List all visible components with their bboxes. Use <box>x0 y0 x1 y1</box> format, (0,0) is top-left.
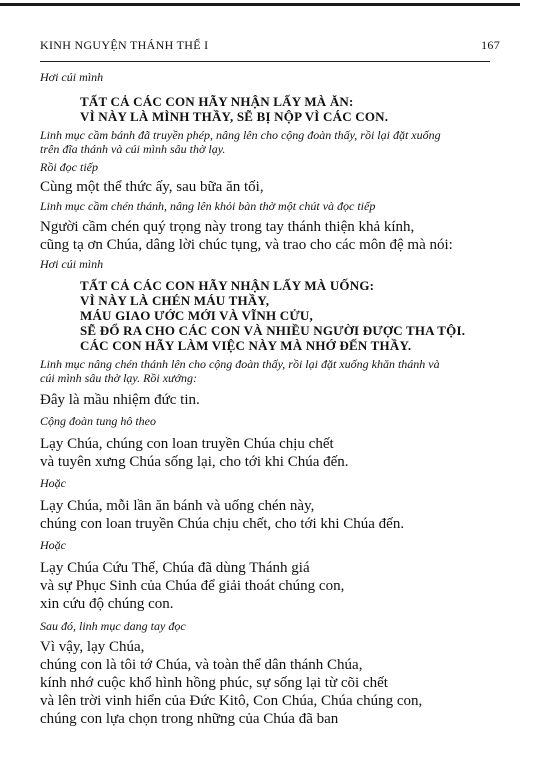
rubric-instruction <box>40 70 500 84</box>
text-line: VÌ NÀY LÀ CHÉN MÁU THẦY, <box>80 293 270 308</box>
words-of-institution <box>40 94 500 124</box>
rubric-instruction <box>40 619 500 633</box>
text-line: MÁU GIAO ƯỚC MỚI VÀ VĨNH CỬU, <box>80 308 313 323</box>
text-line: Linh mục nâng chén thánh lên cho cộng đoàn thấy, rồi lại đặt xuống khăn thánh và <box>40 357 440 371</box>
rubric-instruction <box>40 414 500 428</box>
text-line: chúng con là tôi tớ Chúa, và toàn thể dân thánh Chúa, <box>40 657 363 673</box>
text-line: Lạy Chúa, mỗi lần ăn bánh và uống chén này, <box>40 498 315 514</box>
page-number: 167 <box>481 38 500 52</box>
rubric-instruction <box>40 538 500 552</box>
text-line: Rồi đọc tiếp <box>40 160 98 174</box>
rubric-instruction <box>40 160 500 174</box>
book-page <box>40 38 500 728</box>
rubric-instruction <box>40 128 500 156</box>
text-line: Vì vậy, lạy Chúa, <box>40 639 145 655</box>
text-line: chúng con lựa chọn trong những của Chúa đã ban <box>40 711 339 727</box>
prayer-paragraph <box>40 178 500 196</box>
text-line: Hoặc <box>40 476 66 490</box>
prayer-paragraph <box>40 559 500 613</box>
text-line: TẤT CẢ CÁC CON HÃY NHẬN LẤY MÀ UỐNG: <box>80 278 375 293</box>
text-line: VÌ NÀY LÀ MÌNH THẦY, SẼ BỊ NỘP VÌ CÁC CON. <box>80 109 389 124</box>
text-line: CÁC CON HÃY LÀM VIỆC NÀY MÀ NHỚ ĐẾN THẦY. <box>80 338 412 353</box>
words-of-institution <box>40 278 500 353</box>
text-line: và lên trời vinh hiển của Đức Kitô, Con Chúa, Chúa chúng con, <box>40 693 423 709</box>
text-line: và tuyên xưng Chúa sống lại, cho tới khi Chúa đến. <box>40 454 349 470</box>
text-line: trên đĩa thánh và cúi mình sâu thờ lạy. <box>40 142 226 156</box>
text-line: Cộng đoàn tung hô theo <box>40 414 156 428</box>
prayer-paragraph <box>40 638 500 728</box>
text-line: Đây là mầu nhiệm đức tin. <box>40 392 200 408</box>
prayer-paragraph <box>40 435 500 471</box>
page-body <box>40 70 500 728</box>
text-line: xin cứu độ chúng con. <box>40 596 174 612</box>
header-rule <box>40 61 490 62</box>
text-line: Hơi cúi mình <box>40 70 104 84</box>
text-line: TẤT CẢ CÁC CON HÃY NHẬN LẤY MÀ ĂN: <box>80 94 354 109</box>
text-line: Người cầm chén quý trọng này trong tay thánh thiện khả kính, <box>40 219 415 235</box>
text-line: cũng tạ ơn Chúa, dâng lời chúc tụng, và trao cho các môn đệ mà nói: <box>40 237 453 253</box>
text-line: và sự Phục Sinh của Chúa để giải thoát chúng con, <box>40 578 345 594</box>
running-header-title: KINH NGUYỆN THÁNH THỂ I <box>40 38 209 52</box>
prayer-paragraph <box>40 497 500 533</box>
text-line: chúng con loan truyền Chúa chịu chết, cho tới khi Chúa đến. <box>40 516 405 532</box>
prayer-paragraph <box>40 218 500 254</box>
text-line: Linh mục cầm chén thánh, nâng lên khỏi bàn thờ một chút và đọc tiếp <box>40 199 376 213</box>
rubric-instruction <box>40 199 500 213</box>
text-line: Hơi cúi mình <box>40 257 104 271</box>
text-line: kính nhớ cuộc khổ hình hồng phúc, sự sống lại từ cõi chết <box>40 675 388 691</box>
rubric-instruction <box>40 257 500 271</box>
text-line: SẼ ĐỔ RA CHO CÁC CON VÀ NHIỀU NGƯỜI ĐƯỢC THA TỘI. <box>80 323 466 338</box>
rubric-instruction <box>40 476 500 490</box>
text-line: Hoặc <box>40 538 66 552</box>
running-header <box>40 38 500 53</box>
prayer-paragraph <box>40 391 500 409</box>
text-line: cúi mình sâu thờ lạy. Rồi xướng: <box>40 371 198 385</box>
rubric-instruction <box>40 357 500 385</box>
text-line: Linh mục cầm bánh đã truyền phép, nâng lên cho cộng đoàn thấy, rồi lại đặt xuống <box>40 128 441 142</box>
text-line: Cùng một thể thức ấy, sau bữa ăn tối, <box>40 179 264 195</box>
text-line: Lạy Chúa Cứu Thế, Chúa đã dùng Thánh giá <box>40 560 310 576</box>
top-border-rule <box>0 3 520 6</box>
text-line: Lạy Chúa, chúng con loan truyền Chúa chịu chết <box>40 436 334 452</box>
text-line: Sau đó, linh mục dang tay đọc <box>40 619 186 633</box>
